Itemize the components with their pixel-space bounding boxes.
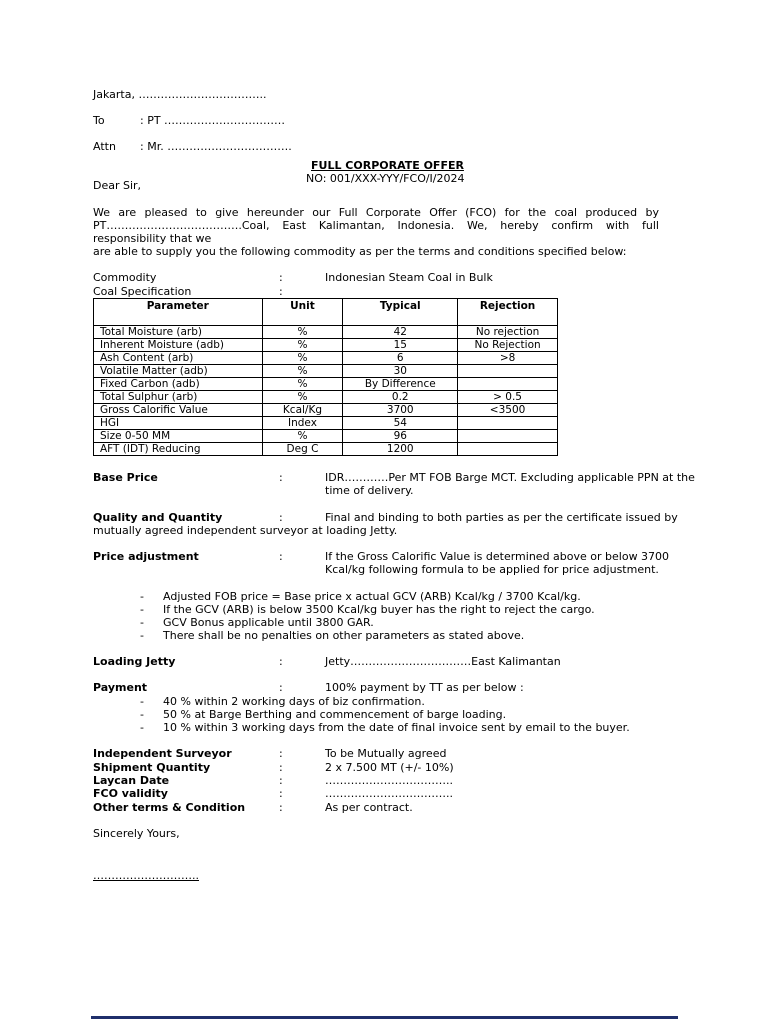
commodity-colon: :	[279, 271, 283, 284]
to-value: : PT ……………………………	[140, 114, 286, 127]
price-adjustment-bullet: There shall be no penalties on other parameters as stated above.	[163, 629, 525, 642]
table-row	[94, 430, 558, 443]
terms-label: FCO validity	[93, 787, 168, 800]
payment-label: Payment	[93, 681, 148, 694]
payment-colon: :	[279, 681, 283, 694]
cell-typical: 30	[343, 365, 458, 378]
price-adjustment-bullet: Adjusted FOB price = Base price x actual GCV (ARB) Kcal/kg / 3700 Kcal/kg.	[163, 590, 581, 603]
price-adjustment-colon: :	[279, 550, 283, 563]
cell-unit: %	[262, 378, 343, 391]
cell-rejection	[458, 430, 558, 443]
terms-label: Other terms & Condition	[93, 801, 246, 814]
bullet-dash: -	[140, 629, 144, 642]
cell-rejection: >8	[458, 352, 558, 365]
terms-colon: :	[279, 761, 283, 774]
quality-value: Final and binding to both parties as per the certificate issued by	[325, 511, 678, 524]
document-title: FULL CORPORATE OFFER	[311, 159, 464, 172]
cell-unit: %	[262, 339, 343, 352]
cell-parameter: AFT (IDT) Reducing	[94, 443, 263, 456]
bullet-dash: -	[140, 603, 144, 616]
table-header-unit: Unit	[262, 299, 343, 326]
closing-sincerely: Sincerely Yours,	[93, 827, 180, 840]
payment-bullet: 10 % within 3 working days from the date of final invoice sent by email to the buyer.	[163, 721, 630, 734]
price-adjustment-value: If the Gross Calorific Value is determined above or below 3700	[325, 550, 670, 563]
table-header-parameter: Parameter	[94, 299, 263, 326]
to-label: To	[93, 114, 105, 127]
cell-unit: %	[262, 326, 343, 339]
cell-unit: %	[262, 365, 343, 378]
cell-parameter: Gross Calorific Value	[94, 404, 263, 417]
price-adjustment-bullet: If the GCV (ARB) is below 3500 Kcal/kg buyer has the right to reject the cargo.	[163, 603, 595, 616]
table-header-rejection: Rejection	[458, 299, 558, 326]
bullet-dash: -	[140, 695, 144, 708]
bullet-dash: -	[140, 721, 144, 734]
terms-value: ……………………………..	[325, 774, 453, 787]
cell-unit: %	[262, 352, 343, 365]
cell-rejection	[458, 443, 558, 456]
commodity-value: Indonesian Steam Coal in Bulk	[325, 271, 493, 284]
terms-colon: :	[279, 801, 283, 814]
cell-parameter: Ash Content (arb)	[94, 352, 263, 365]
signature-line: ………………………..	[93, 869, 199, 882]
price-adjustment-value-cont: Kcal/kg following formula to be applied for price adjustment.	[325, 563, 659, 576]
quality-colon: :	[279, 511, 283, 524]
terms-value: ……………………………..	[325, 787, 453, 800]
cell-parameter: Size 0-50 MM	[94, 430, 263, 443]
cell-parameter: HGI	[94, 417, 263, 430]
table-row	[94, 339, 558, 352]
price-adjustment-label: Price adjustment	[93, 550, 199, 563]
cell-typical: 42	[343, 326, 458, 339]
loading-jetty-label: Loading Jetty	[93, 655, 176, 668]
terms-value: 2 x 7.500 MT (+/- 10%)	[325, 761, 454, 774]
payment-value: 100% payment by TT as per below :	[325, 681, 524, 694]
bullet-dash: -	[140, 616, 144, 629]
quality-label: Quality and Quantity	[93, 511, 223, 524]
cell-parameter: Inherent Moisture (adb)	[94, 339, 263, 352]
coal-spec-table	[93, 298, 558, 456]
table-header-typical: Typical	[343, 299, 458, 326]
intro-paragraph-end: are able to supply you the following commodity as per the terms and conditions specified below:	[93, 245, 627, 258]
bullet-dash: -	[140, 708, 144, 721]
base-price-value: IDR…………Per MT FOB Barge MCT. Excluding applicable PPN at the	[325, 471, 695, 484]
attn-label: Attn	[93, 140, 116, 153]
cell-typical: 1200	[343, 443, 458, 456]
coal-spec-label: Coal Specification	[93, 285, 192, 298]
table-row	[94, 378, 558, 391]
table-row	[94, 326, 558, 339]
table-row	[94, 443, 558, 456]
document-number: NO: 001/XXX-YYY/FCO/I/2024	[306, 172, 465, 185]
base-price-value-cont: time of delivery.	[325, 484, 414, 497]
terms-value: As per contract.	[325, 801, 413, 814]
payment-bullet: 40 % within 2 working days of biz confirmation.	[163, 695, 425, 708]
cell-parameter: Fixed Carbon (adb)	[94, 378, 263, 391]
quality-value-cont: mutually agreed independent surveyor at loading Jetty.	[93, 524, 398, 537]
bullet-dash: -	[140, 590, 144, 603]
table-row	[94, 391, 558, 404]
cell-parameter: Total Sulphur (arb)	[94, 391, 263, 404]
cell-unit: Index	[262, 417, 343, 430]
cell-rejection: > 0.5	[458, 391, 558, 404]
cell-unit: %	[262, 391, 343, 404]
terms-label: Independent Surveyor	[93, 747, 232, 760]
commodity-label: Commodity	[93, 271, 157, 284]
cell-unit: %	[262, 430, 343, 443]
base-price-label: Base Price	[93, 471, 158, 484]
cell-typical: 96	[343, 430, 458, 443]
attn-value: : Mr. …………………………….	[140, 140, 292, 153]
table-row	[94, 365, 558, 378]
terms-colon: :	[279, 774, 283, 787]
cell-rejection	[458, 417, 558, 430]
terms-label: Shipment Quantity	[93, 761, 211, 774]
cell-rejection: <3500	[458, 404, 558, 417]
cell-parameter: Total Moisture (arb)	[94, 326, 263, 339]
cell-typical: 15	[343, 339, 458, 352]
cell-rejection: No Rejection	[458, 339, 558, 352]
loading-jetty-value: Jetty……………………………East Kalimantan	[325, 655, 561, 668]
place-date: Jakarta, ……………………………..	[93, 88, 267, 101]
cell-unit: Kcal/Kg	[262, 404, 343, 417]
payment-bullet: 50 % at Barge Berthing and commencement of barge loading.	[163, 708, 507, 721]
price-adjustment-bullet: GCV Bonus applicable until 3800 GAR.	[163, 616, 374, 629]
terms-colon: :	[279, 747, 283, 760]
loading-jetty-colon: :	[279, 655, 283, 668]
intro-paragraph: We are pleased to give hereunder our Full Corporate Offer (FCO) for the coal produced by PT……………………………….Coal, East Kalimantan, Indonesia. We, hereby confirm with full responsibility that we	[93, 206, 659, 245]
table-row	[94, 404, 558, 417]
footer-rule	[91, 1016, 678, 1019]
cell-typical: 3700	[343, 404, 458, 417]
cell-typical: By Difference	[343, 378, 458, 391]
terms-value: To be Mutually agreed	[325, 747, 447, 760]
table-row	[94, 352, 558, 365]
salutation: Dear Sir,	[93, 179, 142, 192]
terms-colon: :	[279, 787, 283, 800]
cell-typical: 54	[343, 417, 458, 430]
cell-typical: 0.2	[343, 391, 458, 404]
cell-rejection	[458, 378, 558, 391]
cell-rejection: No rejection	[458, 326, 558, 339]
terms-label: Laycan Date	[93, 774, 170, 787]
base-price-colon: :	[279, 471, 283, 484]
coal-spec-colon: :	[279, 285, 283, 298]
cell-rejection	[458, 365, 558, 378]
table-row	[94, 417, 558, 430]
cell-unit: Deg C	[262, 443, 343, 456]
cell-parameter: Volatile Matter (adb)	[94, 365, 263, 378]
cell-typical: 6	[343, 352, 458, 365]
